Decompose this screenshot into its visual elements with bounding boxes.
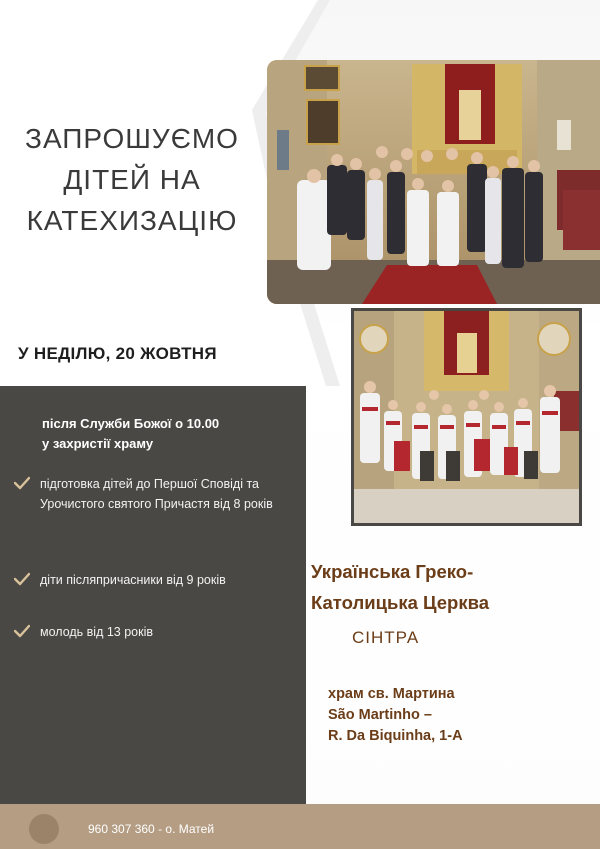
children-photo-illustration bbox=[354, 311, 579, 523]
church-name-line-2: Католицька Церква bbox=[311, 592, 490, 613]
footer-bar bbox=[0, 804, 600, 849]
footer-circle-icon bbox=[29, 814, 59, 844]
contact-phone: 960 307 360 - о. Матей bbox=[88, 822, 215, 836]
schedule-time: після Служби Божої о 10.00 bbox=[42, 416, 220, 431]
page-title bbox=[14, 118, 250, 241]
title-line-3: КАТЕХИЗАЦІЮ bbox=[26, 205, 238, 236]
schedule-location: у захристії храму bbox=[42, 436, 154, 451]
checkmark-icon bbox=[14, 572, 30, 586]
address-line-3: R. Da Biquinha, 1-A bbox=[328, 728, 463, 744]
church-name-line-1: Українська Греко- bbox=[311, 561, 474, 582]
group-photo-church bbox=[267, 60, 600, 304]
address-line-2: São Martinho – bbox=[328, 707, 432, 723]
schedule-info bbox=[42, 414, 292, 454]
group-item-text: підготовка дітей до Першої Сповіді та Урочистого святого Причастя від 8 років bbox=[40, 477, 273, 511]
checkmark-icon bbox=[14, 624, 30, 638]
checkmark-icon bbox=[14, 476, 30, 490]
church-address bbox=[328, 684, 588, 747]
group-item-text: молодь від 13 років bbox=[40, 625, 154, 639]
event-date: У НЕДІЛЮ, 20 ЖОВТНЯ bbox=[18, 344, 217, 363]
group-photo-church-illustration bbox=[267, 60, 600, 304]
church-city: СІНТРА bbox=[352, 628, 420, 647]
title-line-1: ЗАПРОШУЄМО bbox=[25, 123, 239, 154]
children-photo-vyshyvanky bbox=[351, 308, 582, 526]
title-line-2: ДІТЕЙ НА bbox=[63, 164, 201, 195]
church-name bbox=[311, 556, 591, 618]
group-item-text: діти післяпричасники від 9 років bbox=[40, 573, 226, 587]
address-line-1: храм св. Мартина bbox=[328, 686, 455, 702]
